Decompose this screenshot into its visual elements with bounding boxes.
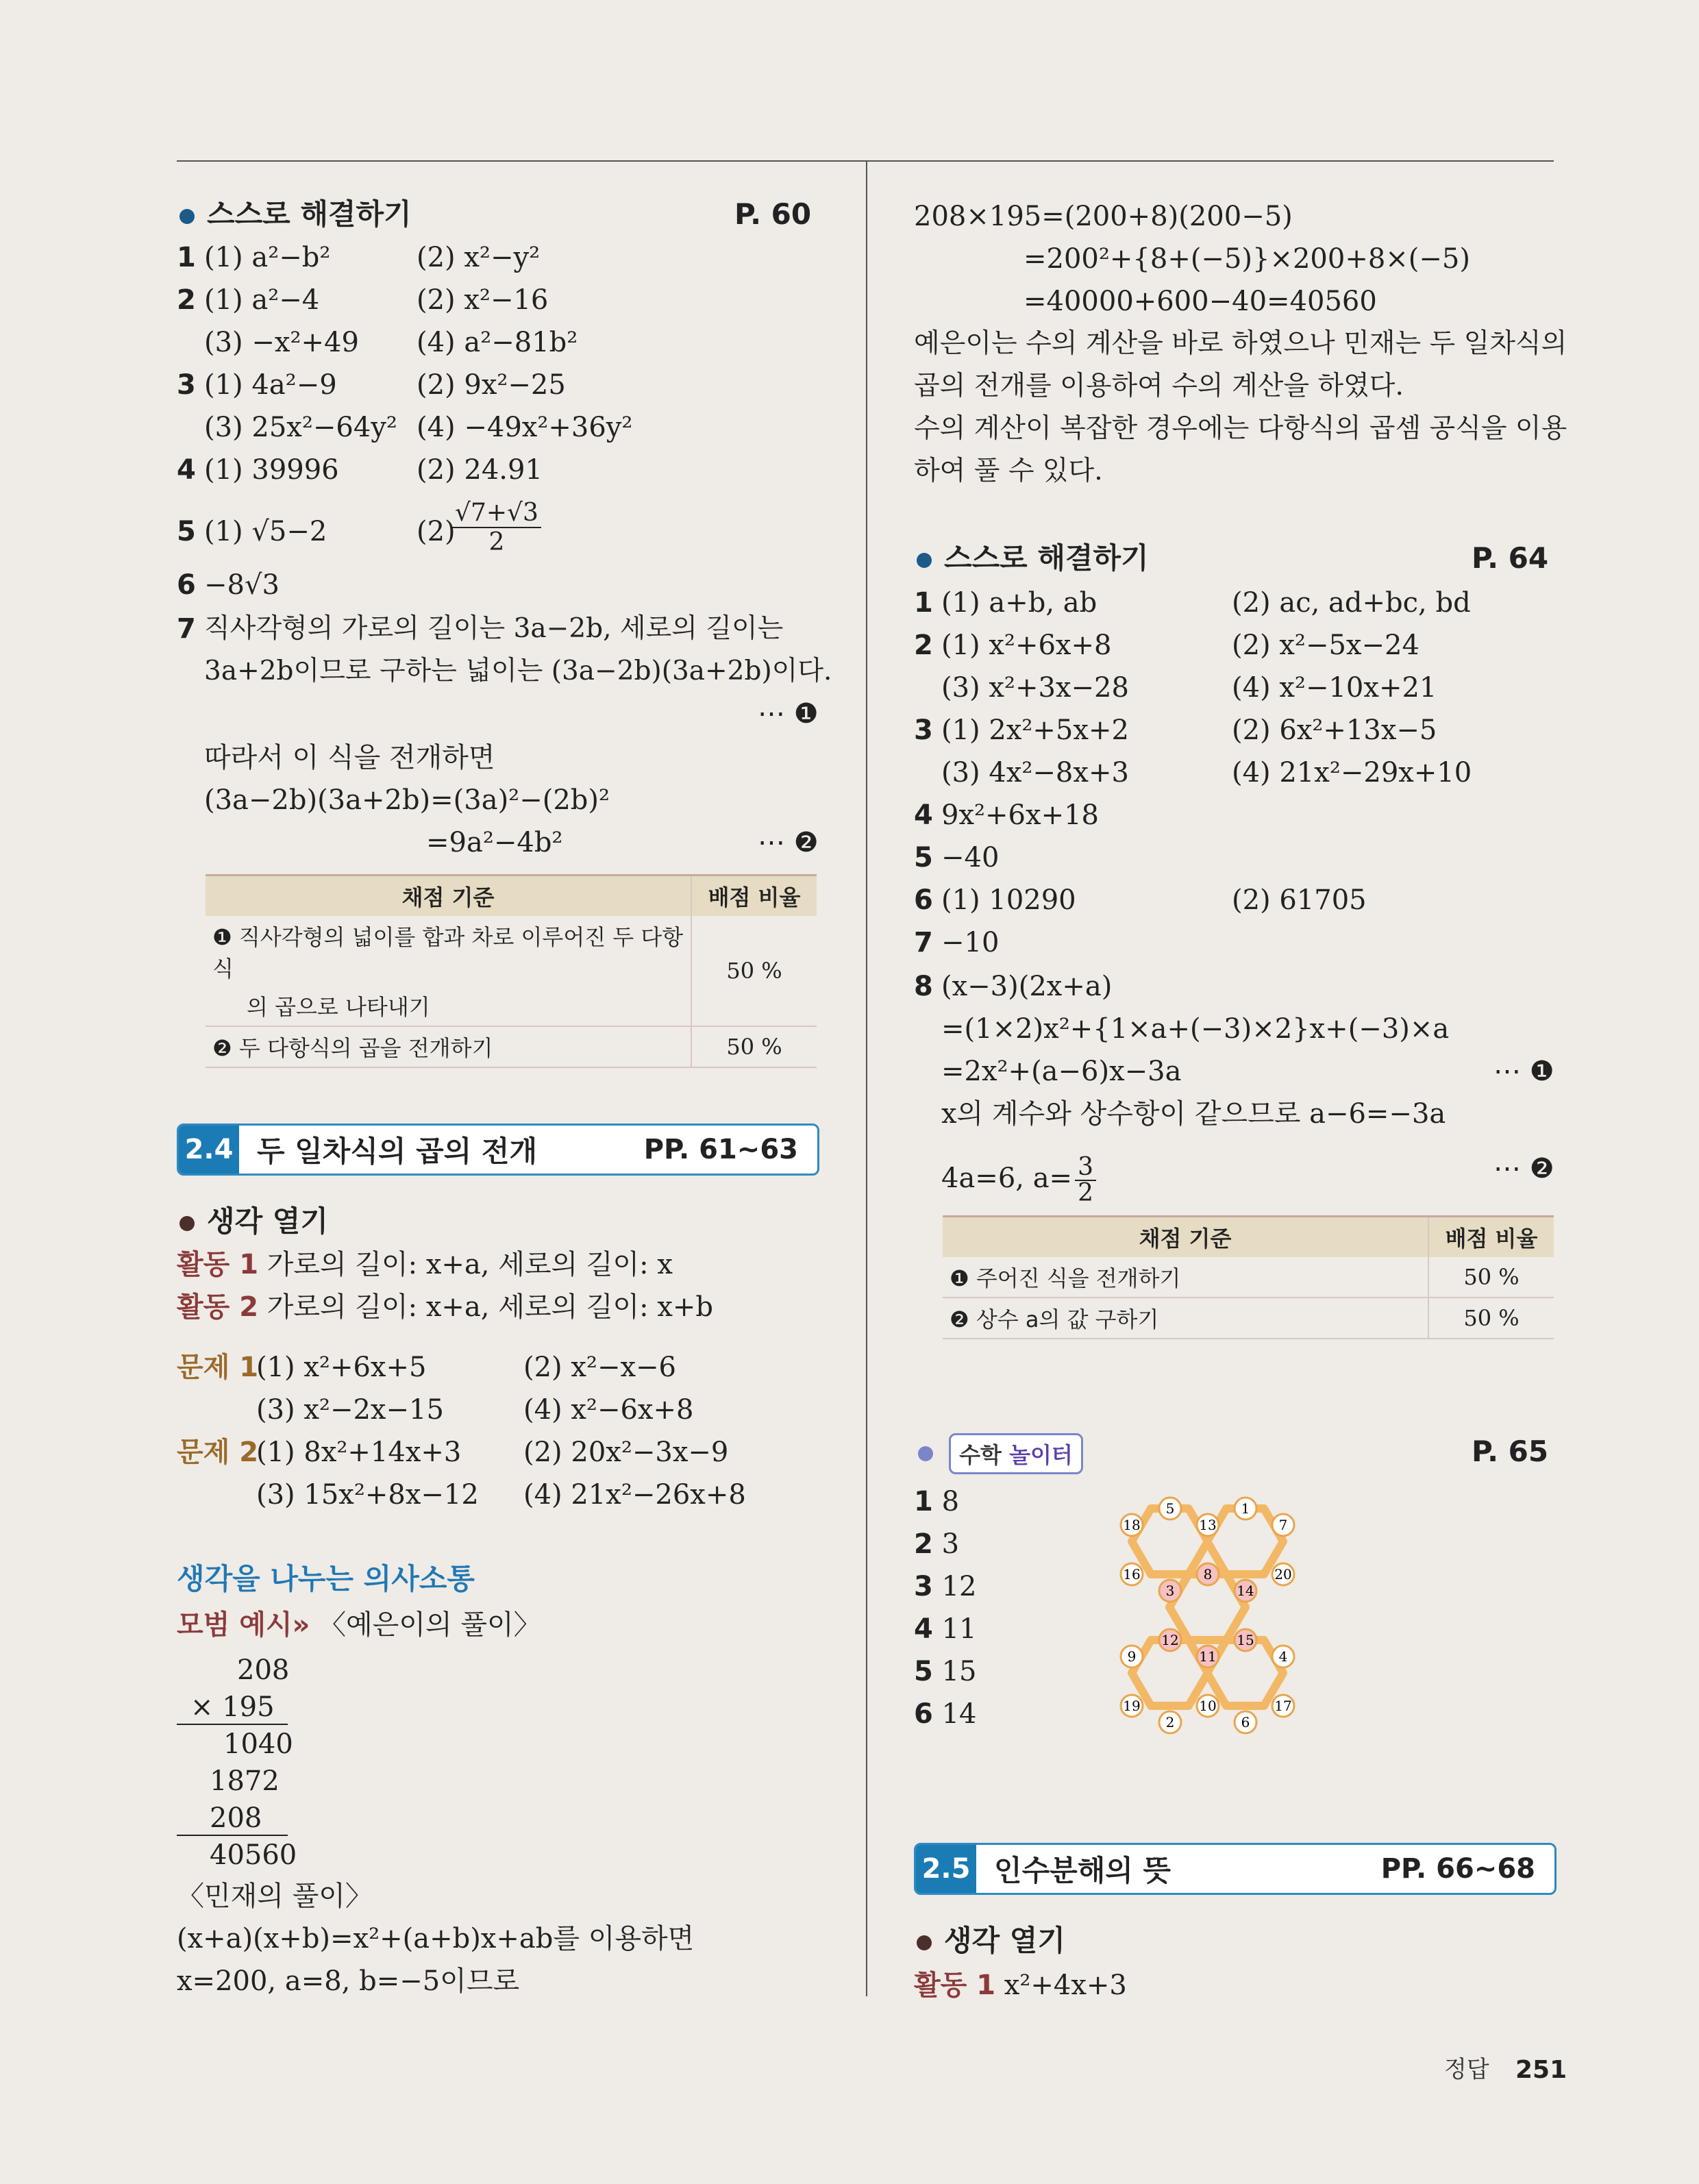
item-number: 7 [177,613,196,645]
playground-badge: 수학 놀이터 [949,1433,1083,1474]
section-number: 2.4 [179,1126,239,1174]
answer: (3) 25x²−64y² [204,412,397,443]
answer: (1) x²+6x+5 [256,1352,427,1383]
item-number: 4 [914,799,933,831]
text-line: 직사각형의 가로의 길이는 3a−2b, 세로의 길이는 [204,613,784,644]
bullet-dot-icon [917,1935,932,1950]
item-number: 5 [177,516,196,547]
footer-label: 정답 [1444,2056,1489,2083]
table-header: 배점 비율 [1428,1217,1554,1258]
answer: (4) a²−81b² [417,327,578,358]
section-number: 2.5 [916,1845,976,1893]
page-ref: P. 65 [1472,1435,1549,1468]
puzzle-node-label: 20 [1274,1566,1292,1583]
item-number: 7 [914,927,933,958]
text-line: 예은이는 수의 계산을 바로 하였으나 민재는 두 일차식의 [914,328,1567,359]
puzzle-node-label: 6 [1241,1714,1250,1730]
text-line: 3a+2b이므로 구하는 넓이는 (3a−2b)(3a+2b)이다. [204,656,832,686]
table-row: ❶ 주어진 식을 전개하기 50 % [943,1257,1554,1298]
text-line: 수의 계산이 복잡한 경우에는 다항식의 곱셈 공식을 이용 [914,413,1567,444]
activity-2: 활동 2 가로의 길이: x+a, 세로의 길이: x+b [177,1291,714,1323]
equation: =2x²+(a−6)x−3a [941,1056,1182,1087]
self-solve-heading-1: 스스로 해결하기 [179,200,412,229]
self-solve-heading-2: 스스로 해결하기 [917,544,1149,573]
item-number: 6 [177,569,196,601]
step-marker: ⋯ ❷ [1493,1153,1554,1184]
puzzle-node-label: 1 [1241,1500,1250,1517]
item-number: 8 [914,971,933,1002]
puzzle-node-label: 10 [1199,1698,1217,1714]
puzzle-node-label: 4 [1278,1648,1288,1665]
section-header-2-5 [914,1843,1557,1895]
puzzle-node-label: 5 [1165,1500,1175,1517]
answer: (4) 21x²−26x+8 [523,1479,746,1511]
equation: =9a²−4b² [426,827,563,858]
text-line: x의 계수와 상수항이 같으므로 a−6=−3a [941,1098,1446,1130]
equation: (3a−2b)(3a+2b)=(3a)²−(2b)² [204,784,610,816]
equation: =200²+{8+(−5)}×200+8×(−5) [1024,243,1470,275]
bullet-dot-icon [918,1446,933,1461]
answer: (4) x²−6x+8 [523,1394,694,1426]
answer: (1) 4a²−9 [204,369,337,401]
problem-2: 문제 2 [177,1437,259,1468]
page-ref: P. 60 [734,197,812,231]
puzzle-node-label: 17 [1274,1698,1292,1714]
puzzle-node-label: 18 [1123,1517,1141,1533]
step-marker: ⋯ ❶ [758,698,819,730]
text-line: 곱의 전개를 이용하여 수의 계산을 하였다. [914,371,1404,401]
answer: (4) −49x²+36y² [417,412,633,443]
page-range: PP. 61~63 [643,1134,798,1165]
answer: (2) x²−y² [417,242,541,273]
puzzle-node-label: 8 [1203,1566,1213,1583]
item-number: 6 [914,884,933,916]
table-header: 배점 비율 [691,876,817,917]
equation: 4a=6, a= $\frac{3}{2}$ [941,1155,1096,1206]
page-number: 251 [1515,2056,1567,2084]
answer: (1) a²−4 [204,284,320,316]
answer: (2) 20x²−3x−9 [523,1437,729,1468]
answer: (2) x²−16 [417,284,549,316]
top-rule [177,160,1554,162]
puzzle-node-label: 16 [1123,1566,1141,1583]
text-line: 따라서 이 식을 전개하면 [204,742,495,773]
think-open-heading: 생각 열기 [917,1926,1065,1955]
bullet-dot-icon [179,209,195,224]
column-divider [866,160,867,1996]
answer: (3) −x²+49 [204,327,359,358]
item-number: 1 [914,587,933,619]
item-number: 3 [914,715,933,746]
equation: (x+a)(x+b)=x²+(a+b)x+ab를 이용하면 [177,1923,695,1955]
equation: (x−3)(2x+a) [941,971,1113,1002]
table-row: ❷ 상수 a의 값 구하기 50 % [943,1298,1554,1339]
equation: =40000+600−40=40560 [1024,286,1377,317]
item-number: 2 [177,284,196,316]
page-range: PP. 66~68 [1380,1853,1535,1885]
puzzle-node-label: 3 [1165,1583,1175,1599]
text-line: 하여 풀 수 있다. [914,456,1103,486]
item-number: 1 [177,242,196,273]
table-header: 채점 기준 [206,876,691,917]
item-number: 2 [914,630,933,661]
fraction: $\frac{√7+√3}{2}$ [452,499,541,556]
puzzle-node-label: 11 [1199,1648,1217,1665]
puzzle-node-label: 15 [1237,1632,1254,1648]
hexagon-puzzle [1117,1493,1322,1740]
step-marker: ⋯ ❷ [758,827,819,858]
section-title: 인수분해의 뜻 [994,1854,1171,1887]
puzzle-node-label: 13 [1199,1517,1217,1533]
answer: (1) a²−b² [204,242,331,273]
item-number: 3 [177,369,196,401]
table-header: 채점 기준 [943,1217,1428,1258]
answer: (2) x²−x−6 [523,1352,677,1383]
answer: (1) √5−2 [204,516,327,547]
scoring-table [206,874,817,1068]
answer: (2) 9x²−25 [417,369,566,401]
answer: (2) 24.91 [417,454,543,486]
equation: 208×195=(200+8)(200−5) [914,201,1293,232]
section-title: 두 일차식의 곱의 전개 [257,1134,538,1168]
equation: =(1×2)x²+{1×a+(−3)×2}x+(−3)×a [941,1013,1450,1045]
puzzle-node-label: 9 [1127,1648,1137,1665]
page-ref: P. 64 [1472,541,1549,575]
answer: −8√3 [204,569,280,601]
table-row: ❶ 직사각형의 넓이를 합과 차로 이루어진 두 다항식 의 곱으로 나타내기 50 % [206,916,817,1026]
puzzle-node-label: 12 [1161,1632,1179,1648]
puzzle-node-label: 7 [1278,1517,1288,1533]
answer: (1) 8x²+14x+3 [256,1437,462,1468]
bullet-dot-icon [179,1216,195,1231]
puzzle-node-label: 19 [1123,1698,1141,1714]
minjae-label: 〈민재의 풀이〉 [177,1881,373,1912]
item-number: 4 [177,454,196,486]
answer: (3) x²−2x−15 [256,1394,444,1426]
communication-heading: 생각을 나누는 의사소통 [177,1562,475,1596]
activity-1: 활동 1 가로의 길이: x+a, 세로의 길이: x [177,1249,673,1280]
bullet-dot-icon [917,553,932,568]
puzzle-node-label: 2 [1165,1714,1175,1730]
activity-1: 활동 1 x²+4x+3 [914,1970,1127,2001]
section-header-2-4 [177,1124,819,1176]
model-example: 모범 예시» 〈예은이의 풀이〉 [177,1609,541,1641]
scoring-table [943,1215,1554,1339]
step-marker: ⋯ ❶ [1493,1056,1554,1087]
item-number: 5 [914,842,933,873]
table-row: ❷ 두 다항식의 곱을 전개하기 50 % [206,1026,817,1067]
answer: (3) 15x²+8x−12 [256,1479,479,1511]
answer: (1) 39996 [204,454,339,486]
puzzle-node-label: 14 [1237,1583,1254,1599]
answer-label: (2) [417,516,456,547]
equation: x=200, a=8, b=−5이므로 [177,1965,520,1997]
problem-1: 문제 1 [177,1352,259,1383]
think-open-heading: 생각 열기 [179,1207,328,1236]
math-playground-heading [918,1433,1083,1474]
